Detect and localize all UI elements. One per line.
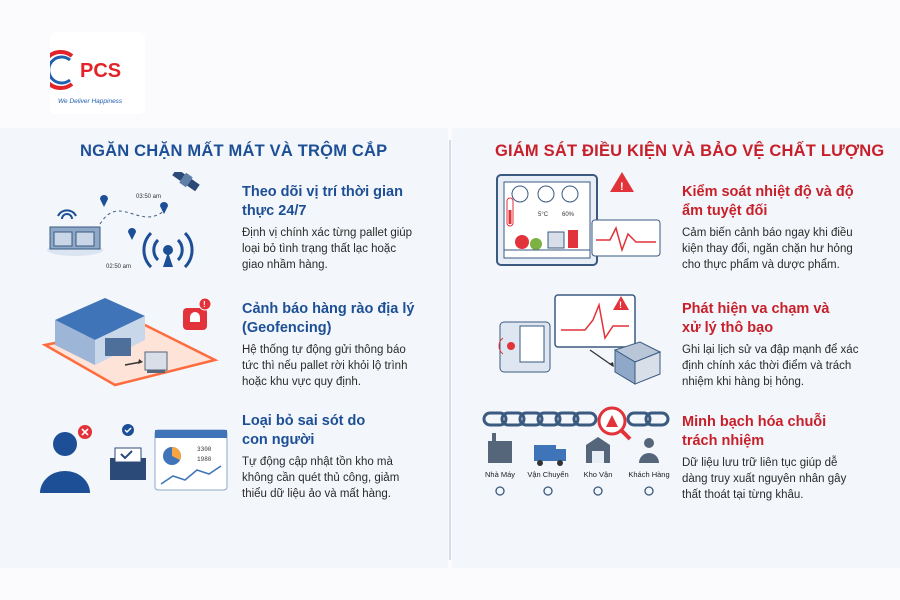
worker-dashboard-icon <box>35 418 235 508</box>
svg-text:!: ! <box>619 300 622 310</box>
logo-tagline: We Deliver Happiness <box>58 98 123 105</box>
temperature-title-l2: ẩm tuyệt đối <box>682 203 768 219</box>
temperature-desc-l2: kiện thay đổi, ngăn chặn hư hỏng <box>682 243 853 255</box>
chain-desc <box>682 455 892 503</box>
left-section-title: NGĂN CHẶN MẤT MÁT VÀ TRỘM CẮP <box>80 142 388 160</box>
geofencing-title-l2: (Geofencing) <box>242 320 332 336</box>
chain-desc-l2: dàng truy xuất nguyên nhân gây <box>682 473 847 485</box>
human-error-desc <box>242 454 442 502</box>
right-section-title: GIÁM SÁT ĐIỀU KIỆN VÀ BẢO VỆ CHẤT LƯỢNG <box>495 142 885 160</box>
temperature-desc-l3: cho thực phẩm và dược phẩm. <box>682 259 840 271</box>
tracking-desc-l1: Định vị chính xác từng pallet giúp <box>242 227 413 239</box>
human-error-desc-l3: thiểu dữ liệu ảo và mất hàng. <box>242 488 391 500</box>
svg-text:!: ! <box>203 300 206 309</box>
temperature-title-l1: Kiểm soát nhiệt độ và độ <box>682 184 854 200</box>
geofencing-desc <box>242 342 447 390</box>
pcs-logo-mark <box>50 32 145 102</box>
impact-desc-l2: định chính xác thời điểm và trách <box>682 360 852 372</box>
chain-title <box>682 413 892 451</box>
cold-storage-sensor-icon <box>492 170 667 270</box>
human-error-desc-l1: Tự động cập nhật tồn kho mà <box>242 456 393 468</box>
geofencing-desc-l1: Hệ thống tự động gửi thông báo <box>242 344 406 356</box>
tracking-desc-l2: loại bỏ tình trạng thất lạc hoặc <box>242 243 397 255</box>
human-error-desc-l2: không cần quét thủ công, giảm <box>242 472 400 484</box>
temperature-desc-l1: Cảm biến cảnh báo ngay khi điều <box>682 227 853 239</box>
tracking-desc-l3: giao nhầm hàng. <box>242 259 328 271</box>
human-error-item <box>242 412 442 502</box>
impact-desc <box>682 342 897 390</box>
stage-label-warehouse: Kho Vận <box>583 470 613 479</box>
time-label-1: 03:50 am <box>136 194 162 200</box>
chain-title-l2: trách nhiệm <box>682 433 765 449</box>
dash-number-2: 1980 <box>197 456 212 463</box>
gauge-temp: 5°C <box>538 212 549 218</box>
geofencing-desc-l3: hoặc khu vực quy định. <box>242 376 361 388</box>
impact-title-l1: Phát hiện va chạm và <box>682 301 830 317</box>
impact-detection-icon <box>495 290 670 390</box>
chain-title-l1: Minh bạch hóa chuỗi <box>682 414 827 430</box>
human-error-title-l2: con người <box>242 432 315 448</box>
tracking-desc <box>242 225 442 273</box>
impact-title <box>682 300 897 338</box>
chain-desc-l3: thất thoát tại từng khâu. <box>682 489 804 501</box>
warehouse-geofence-icon <box>35 290 230 390</box>
impact-title-l2: xử lý thô bạo <box>682 320 774 336</box>
tracking-item <box>242 183 442 273</box>
satellite-tracking-icon <box>40 172 230 277</box>
supply-chain-icon <box>478 405 673 510</box>
tracking-title-l1: Theo dõi vị trí thời gian <box>242 184 403 200</box>
human-error-title-l1: Loại bỏ sai sót do <box>242 413 366 429</box>
geofencing-desc-l2: tức thì nếu pallet rời khỏi lộ trình <box>242 360 408 372</box>
gauge-humidity: 60% <box>562 212 575 218</box>
temperature-item <box>682 183 892 273</box>
logo-text: PCS <box>80 60 122 82</box>
stage-label-transport: Vận Chuyển <box>527 470 569 479</box>
temperature-title <box>682 183 892 221</box>
geofencing-title <box>242 300 447 338</box>
section-divider <box>449 140 451 560</box>
time-label-2: 02:50 am <box>106 264 132 270</box>
geofencing-item <box>242 300 447 390</box>
human-error-title <box>242 412 442 450</box>
stage-label-factory: Nhà Máy <box>484 470 516 479</box>
temperature-desc <box>682 225 892 273</box>
chain-desc-l1: Dữ liệu lưu trữ liên tục giúp dễ <box>682 457 838 469</box>
pcs-logo <box>50 32 145 114</box>
dash-number-1: 3300 <box>197 446 212 453</box>
stage-label-customer: Khách Hàng <box>628 470 670 479</box>
impact-desc-l3: nhiệm khi hàng bị hỏng. <box>682 376 805 388</box>
geofencing-title-l1: Cảnh báo hàng rào địa lý <box>242 301 415 317</box>
tracking-title-l2: thực 24/7 <box>242 203 307 219</box>
tracking-title <box>242 183 442 221</box>
chain-item <box>682 413 892 503</box>
svg-text:!: ! <box>620 181 624 193</box>
impact-desc-l1: Ghi lại lịch sử va đập mạnh để xác <box>682 344 859 356</box>
impact-item <box>682 300 897 390</box>
